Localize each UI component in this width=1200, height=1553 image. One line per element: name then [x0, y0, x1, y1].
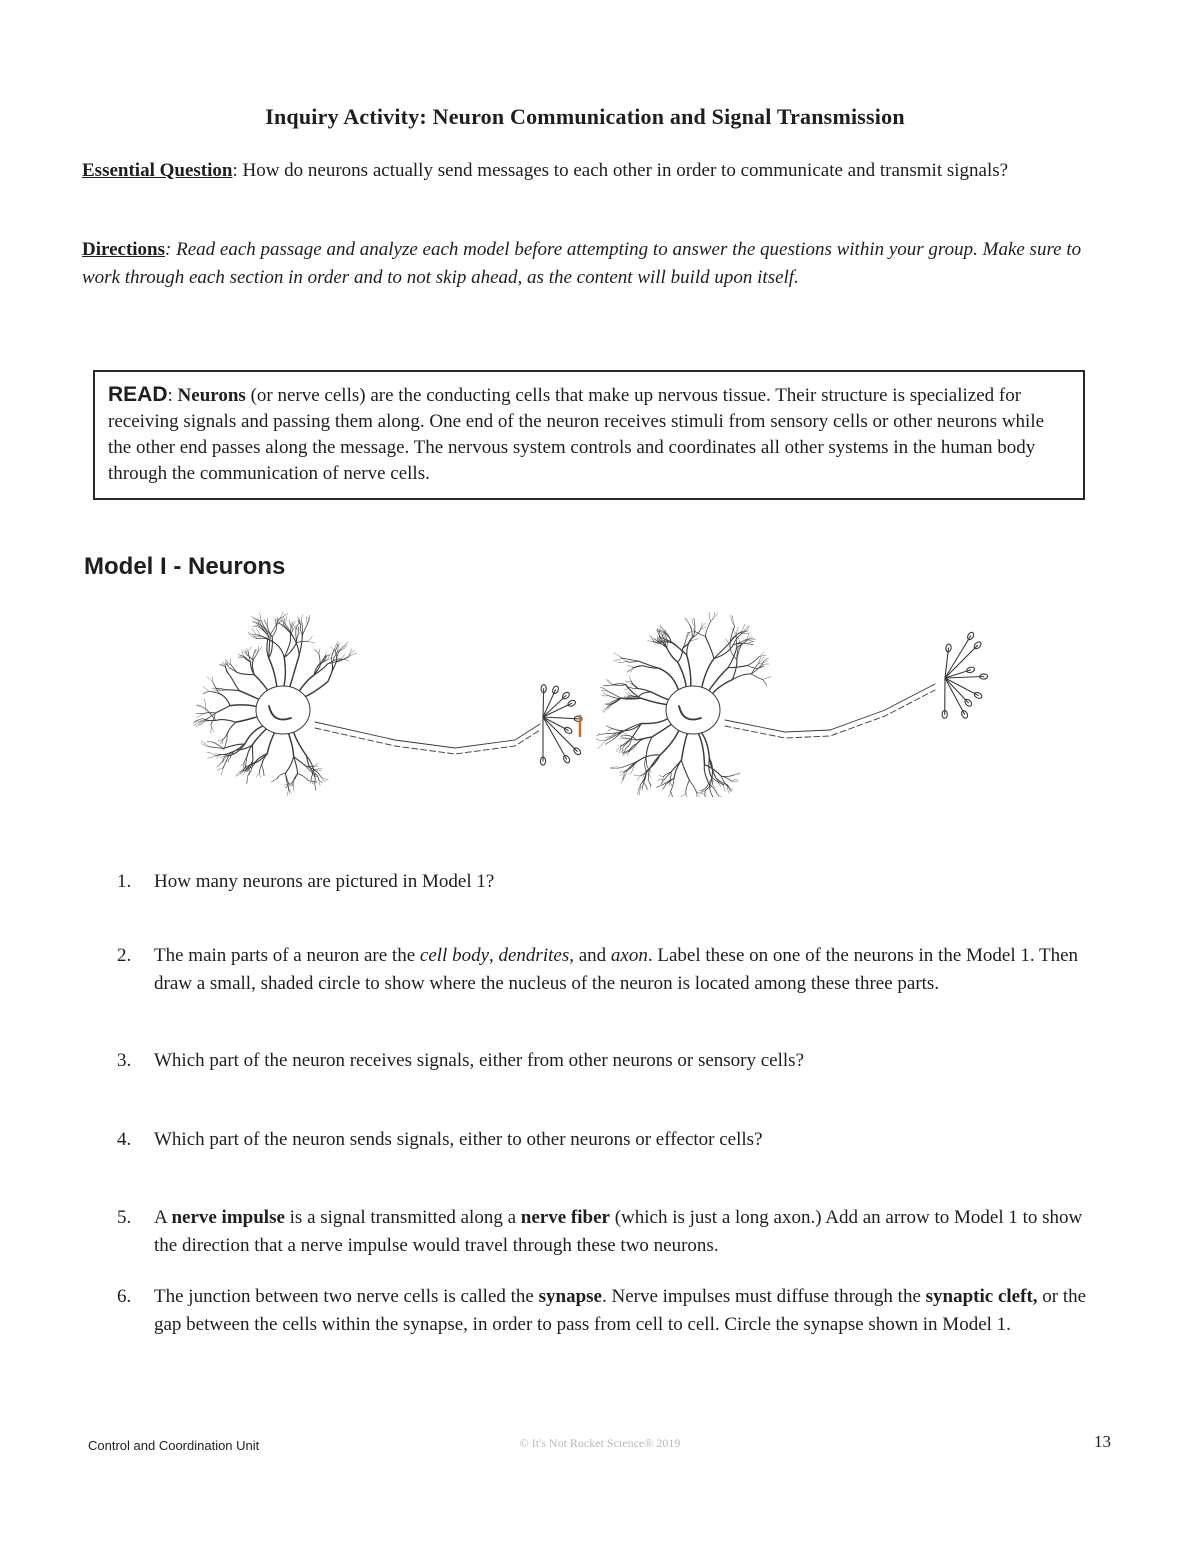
dendrite-branch	[686, 780, 690, 794]
dendrite-branch	[216, 720, 236, 723]
dendrite-branch	[335, 644, 338, 651]
dendrite-branch	[618, 662, 626, 663]
dendrite-branch	[613, 729, 624, 731]
dendrite-branch	[614, 653, 623, 659]
dendrite-branch	[681, 731, 688, 760]
dendrite-branch	[223, 734, 228, 740]
question-4	[117, 1126, 1092, 1154]
question-text-part: dendrites	[498, 945, 570, 966]
dendrite-branch	[208, 756, 216, 758]
question-text-part: synaptic cleft,	[925, 1286, 1038, 1307]
neuron-figure-svg	[165, 612, 1015, 797]
dendrite-branch	[284, 618, 285, 625]
dendrite-branch	[202, 691, 209, 694]
axon	[315, 722, 540, 748]
dendrite-branch	[315, 650, 319, 653]
dendrite-branch	[620, 698, 641, 699]
dendrite-branch	[705, 791, 706, 798]
dendrite-branch	[244, 764, 246, 769]
neuron-2	[596, 612, 988, 797]
question-text	[154, 868, 1092, 896]
dendrite-branch	[687, 655, 691, 688]
dendrite-branch	[759, 652, 764, 657]
dendrite-branch	[264, 772, 265, 776]
dendrite-branch	[259, 773, 261, 778]
dendrite-branch	[609, 692, 621, 699]
dendrite-branch	[606, 733, 621, 734]
directions-text: : Read each passage and analyze each model before attempting to answer the questions within your group. Make sure to work through each section in order and to not skip ahead, as the content will build upon itself.	[82, 239, 1082, 288]
dendrite-branch	[306, 616, 307, 623]
terminal-branch	[543, 717, 578, 719]
question-number: 2.	[117, 945, 132, 966]
question-text	[154, 1047, 1092, 1075]
dendrite-branch	[736, 627, 738, 634]
dendrite-branch	[746, 641, 754, 643]
dendrite-branch	[610, 767, 621, 768]
question-1	[117, 868, 1092, 896]
dendrite-branch	[741, 640, 748, 645]
dendrite-branch	[657, 785, 663, 788]
dendrite-branch	[623, 658, 639, 661]
dendrite-branch	[678, 794, 686, 797]
axon	[725, 690, 935, 738]
dendrite-branch	[213, 689, 217, 692]
question-number: 5.	[117, 1207, 132, 1228]
terminal-branch	[543, 717, 577, 751]
dendrite-branch	[721, 775, 734, 776]
dendrite-branch	[667, 791, 670, 797]
question-text-part: cell body	[419, 945, 489, 966]
dendrite-branch	[258, 646, 259, 652]
dendrite-branch	[638, 776, 642, 781]
dendrite-branch	[231, 665, 237, 673]
question-text-part: The junction between two nerve cells is called the	[154, 1286, 539, 1307]
question-text	[154, 1204, 1092, 1260]
dendrite-branch	[634, 775, 641, 776]
question-text-part: nerve impulse	[171, 1207, 285, 1228]
question-text-part: is a signal transmitted along a	[284, 1207, 521, 1228]
question-text-part: . Label these on one of the neurons in the Model 1. Then draw a small, shaded circle to show where the nucleus of the neuron is located among these three parts.	[154, 945, 1079, 994]
dendrite-branch	[248, 647, 251, 653]
dendrite-branch	[714, 642, 731, 659]
question-6	[117, 1283, 1092, 1339]
dendrite-branch	[705, 622, 710, 637]
dendrite-branch	[639, 692, 651, 696]
dendrite-branch	[648, 770, 649, 781]
dendrite-branch	[284, 657, 286, 688]
dendrite-branch	[307, 615, 309, 624]
dendrite-branch	[221, 768, 223, 775]
dendrite-branch	[622, 737, 627, 739]
dendrite-branch	[626, 661, 638, 662]
dendrite-branch	[736, 634, 737, 647]
question-3	[117, 1047, 1092, 1075]
dendrite-branch	[659, 668, 679, 693]
question-text-part: How many neurons are pictured in Model 1?	[154, 871, 495, 892]
dendrite-branch	[251, 616, 261, 621]
dendrite-branch	[678, 662, 687, 689]
dendrite-branch	[646, 737, 652, 757]
dendrite-branch	[659, 776, 664, 777]
dendrite-branch	[203, 687, 209, 692]
dendrite-branch	[321, 778, 325, 782]
dendrite-branch	[243, 764, 244, 769]
dendrite-branch	[596, 740, 606, 741]
dendrite-branch	[270, 619, 279, 634]
dendrite-branch	[227, 722, 236, 734]
dendrite-branch	[307, 756, 314, 772]
question-text-part: Which part of the neuron sends signals, either to other neurons or effector cells?	[154, 1129, 763, 1150]
dendrite-branch	[284, 625, 293, 635]
dendrite-branch	[728, 665, 747, 667]
dendrite-branch	[307, 641, 314, 643]
dendrite-branch	[763, 677, 771, 680]
dendrite-branch	[660, 728, 680, 755]
dendrite-branch	[686, 633, 689, 639]
dendrite-branch	[614, 658, 623, 661]
question-text-part: , and	[569, 945, 611, 966]
dendrite-branch	[311, 778, 312, 784]
dendrite-branch	[687, 631, 695, 632]
dendrite-branch	[338, 647, 347, 652]
dendrite-branch	[628, 666, 634, 668]
dendrite-branch	[638, 689, 651, 692]
question-2	[117, 942, 1092, 998]
dendrite-branch	[319, 649, 320, 654]
model-heading: Model I - Neurons	[84, 553, 286, 580]
question-text-part: Which part of the neuron receives signals, either from other neurons or sensory cells?	[154, 1050, 804, 1071]
question-text-part: or the gap between the cells within the synapse, in order to pass from cell to cell. Circle the synapse shown in Model 1.	[154, 1286, 1087, 1335]
dendrite-branch	[758, 660, 767, 663]
dendrite-branch	[259, 765, 261, 773]
dendrite-branch	[307, 636, 312, 641]
directions-label: Directions	[82, 239, 166, 260]
dendrite-branch	[226, 690, 239, 691]
dendrite-branch	[711, 612, 715, 621]
dendrite-branch	[603, 692, 609, 696]
neuron-1	[194, 612, 583, 796]
dendrite-branch	[196, 706, 206, 710]
dendrite-branch	[253, 636, 259, 637]
dendrite-branch	[762, 664, 770, 665]
dendrite-branch	[211, 724, 212, 733]
dendrite-branch	[348, 650, 354, 657]
neuron-figure	[165, 612, 1015, 802]
dendrite-branch	[255, 754, 267, 762]
dendrite-branch	[741, 633, 751, 634]
dendrite-branch	[646, 757, 647, 768]
dendrite-branch	[258, 647, 262, 651]
dendrite-branch	[298, 675, 314, 693]
question-text-part: ,	[489, 945, 499, 966]
dendrite-branch	[648, 781, 651, 789]
dendrite-branch	[216, 755, 229, 756]
dendrite-branch	[252, 745, 253, 760]
dendrite-branch	[285, 617, 286, 625]
dendrite-branch	[293, 730, 307, 757]
dendrite-branch	[622, 745, 625, 751]
dendrite-branch	[748, 657, 759, 666]
question-text-part: A	[154, 1207, 172, 1228]
dendrite-branch	[279, 613, 288, 619]
dendrite-branch	[291, 623, 296, 629]
dendrite-branch	[267, 731, 275, 754]
dendrite-branch	[215, 706, 230, 714]
question-5	[117, 1204, 1092, 1260]
dendrite-branch	[705, 637, 714, 659]
dendrite-branch	[302, 682, 328, 699]
dendrite-branch	[287, 787, 288, 796]
dendrite-branch	[285, 757, 293, 774]
question-text	[154, 942, 1092, 998]
dendrite-branch	[634, 757, 647, 765]
dendrite-branch	[611, 768, 622, 769]
question-text	[154, 1126, 1092, 1154]
dendrite-branch	[197, 714, 204, 718]
dendrite-branch	[302, 624, 307, 636]
dendrite-branch	[269, 658, 278, 689]
cell-body	[666, 686, 720, 734]
dendrite-branch	[724, 785, 726, 792]
question-text-part: The main parts of a neuron are the	[154, 945, 420, 966]
dendrite-branch	[289, 655, 299, 689]
axon-terminal	[540, 685, 582, 765]
question-number: 1.	[117, 871, 132, 892]
dendrite-branch	[230, 676, 239, 691]
question-text-part: . Nerve impulses must diffuse through the	[601, 1286, 926, 1307]
read-term: Neurons	[177, 385, 246, 406]
read-label: READ	[108, 383, 168, 406]
dendrite-branch	[298, 774, 309, 781]
page-number: 13	[1094, 1432, 1111, 1451]
dendrite-branch	[316, 770, 322, 771]
dendrite-branch	[293, 785, 294, 791]
dendrite-branch	[277, 773, 285, 779]
dendrite-branch	[763, 680, 767, 686]
dendrite-branch	[288, 787, 292, 793]
dendrite-branch	[259, 613, 261, 621]
dendrite-branch	[286, 785, 293, 788]
dendrite-branch	[622, 732, 628, 735]
question-text-part: nerve fiber	[520, 1207, 610, 1228]
dendrite-branch	[670, 780, 672, 786]
dendrite-branch	[686, 794, 687, 797]
dendrite-branch	[695, 631, 706, 636]
dendrite-branch	[621, 738, 632, 746]
question-number: 6.	[117, 1286, 132, 1307]
dendrite-branch	[632, 724, 642, 739]
read-text: (or nerve cells) are the conducting cells that make up nervous tissue. Their structure is specialized for receiving signals and passing them along. One end of the neuron receives stimuli from sensory cells or other neurons while the other end passes along the message. The nervous system controls and coordinates all other systems in the human body through the communication of nerve cells.	[108, 385, 1045, 484]
footer-copyright: © It's Not Rocket Science® 2019	[519, 1436, 681, 1450]
dendrite-branch	[273, 779, 277, 782]
question-text	[154, 1283, 1092, 1339]
dendrite-branch	[666, 646, 678, 662]
dendrite-branch	[628, 693, 632, 696]
directions	[82, 236, 1092, 292]
dendrite-branch	[257, 619, 261, 626]
dendrite-branch	[237, 673, 254, 675]
dendrite-branch	[607, 729, 612, 732]
dendrite-branch	[709, 612, 711, 622]
dendrite-branch	[253, 652, 258, 661]
dendrite-branch	[230, 668, 238, 673]
dendrite-branch	[219, 694, 230, 706]
dendrite-branch	[607, 726, 613, 729]
read-colon: :	[167, 385, 178, 406]
dendrite-branch	[751, 674, 762, 680]
read-box	[93, 370, 1085, 500]
essential-question	[82, 157, 1092, 185]
dendrite-branch	[308, 781, 317, 784]
dendrite-branch	[598, 740, 606, 749]
dendrite-branch	[628, 668, 633, 671]
dendrite-branch	[310, 778, 311, 783]
dendrite-branch	[658, 779, 665, 780]
dendrite-branch	[701, 623, 706, 629]
terminal-branch	[543, 703, 572, 717]
question-text-part: axon	[610, 945, 648, 966]
question-number: 3.	[117, 1050, 132, 1071]
dendrite-branch	[207, 677, 213, 683]
dendrite-branch	[262, 765, 264, 772]
axon-terminal	[942, 631, 988, 719]
axon	[725, 684, 935, 732]
page-title: Inquiry Activity: Neuron Communication and Signal Transmission	[265, 104, 905, 129]
dendrite-branch	[674, 760, 681, 778]
dendrite-branch	[681, 760, 689, 780]
dendrite-branch	[732, 660, 737, 680]
question-number: 4.	[117, 1129, 132, 1150]
dendrite-branch	[319, 654, 320, 664]
essential-question-label: Essential Question	[82, 160, 233, 181]
dendrite-branch	[207, 752, 216, 756]
dendrite-branch	[689, 780, 696, 792]
essential-question-text: : How do neurons actually send messages to each other in order to communicate and transmit signals?	[232, 160, 1009, 181]
question-text-part: (which is just a long axon.) Add an arrow to Model 1 to show the direction that a nerve impulse would travel through these two neurons.	[154, 1207, 1083, 1256]
dendrite-branch	[252, 628, 256, 635]
dendrite-branch	[704, 791, 705, 798]
dendrite-branch	[299, 635, 302, 655]
dendrite-branch	[253, 621, 261, 626]
dendrite-branch	[284, 643, 297, 658]
footer-unit: Control and Coordination Unit	[88, 1438, 260, 1453]
dendrite-branch	[256, 773, 259, 777]
dendrite-branch	[733, 643, 746, 644]
dendrite-branch	[302, 615, 303, 623]
dendrite-branch	[283, 618, 284, 626]
dendrite-branch	[238, 657, 244, 658]
dendrite-branch	[732, 780, 738, 782]
dendrite-branch	[215, 754, 220, 755]
dendrite-branch	[201, 721, 216, 722]
dendrite-branch	[297, 633, 299, 643]
dendrite-branch	[236, 770, 242, 776]
question-text-part: synapse	[538, 1286, 602, 1307]
dendrite-branch	[288, 732, 294, 757]
cell-body	[256, 686, 310, 734]
terminal-branch	[543, 696, 566, 717]
dendrite-branch	[625, 681, 631, 682]
dendrite-branch	[732, 674, 751, 680]
dendrite-branch	[230, 659, 231, 665]
